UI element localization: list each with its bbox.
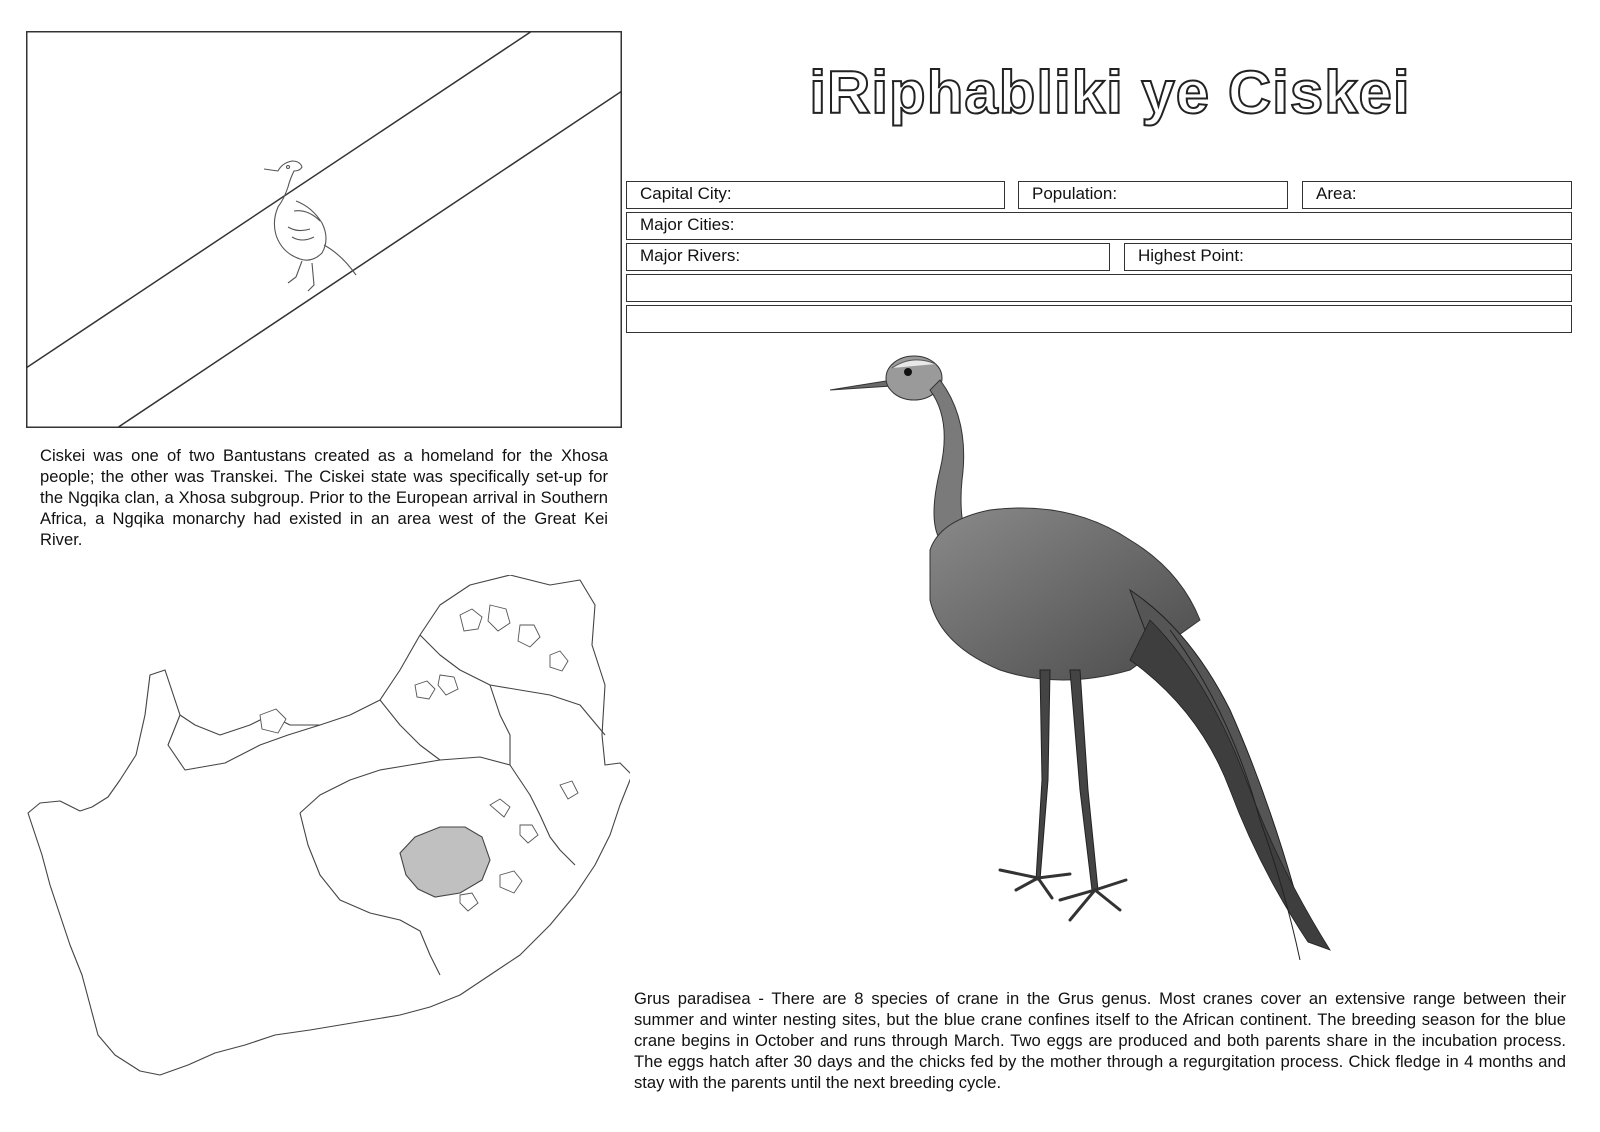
blank-field-1[interactable]	[626, 274, 1572, 302]
major-cities-field[interactable]: Major Cities:	[626, 212, 1572, 240]
homeland-enclave	[260, 709, 286, 733]
page-title: iRiphabliki ye Ciskei	[809, 59, 1411, 126]
flag-outline	[26, 31, 622, 428]
blue-crane-illustration	[830, 350, 1360, 970]
area-field[interactable]: Area:	[1302, 181, 1572, 209]
major-rivers-field[interactable]: Major Rivers:	[626, 243, 1110, 271]
country-outline	[28, 575, 630, 1075]
capital-city-field[interactable]: Capital City:	[626, 181, 1005, 209]
south-africa-map	[20, 575, 630, 1100]
population-field[interactable]: Population:	[1018, 181, 1288, 209]
highest-point-field[interactable]: Highest Point:	[1124, 243, 1572, 271]
blank-field-2[interactable]	[626, 305, 1572, 333]
crane-paragraph: Grus paradisea - There are 8 species of crane in the Grus genus. Most cranes cover an extensive range between their summer and winter nesting sites, but the blue crane confines itself to the African continent. The breeding season for the blue crane begins in October and runs through March. Two eggs are produced and both parents share in the incubation process. The eggs hatch after 30 days and the chicks fed by the mother through a regurgitation process. Chick fledge in 4 months and stay with the parents until the next breeding cycle.	[634, 989, 1566, 1092]
intro-paragraph: Ciskei was one of two Bantustans created as a homeland for the Xhosa people; the other was Transkei. The Ciskei state was specifically set-up for the Ngqika clan, a Xhosa subgroup. Prior to the European arrival in Southern Africa, a Ngqika monarchy had existed in an area west of the Great Kei River.	[40, 446, 608, 549]
